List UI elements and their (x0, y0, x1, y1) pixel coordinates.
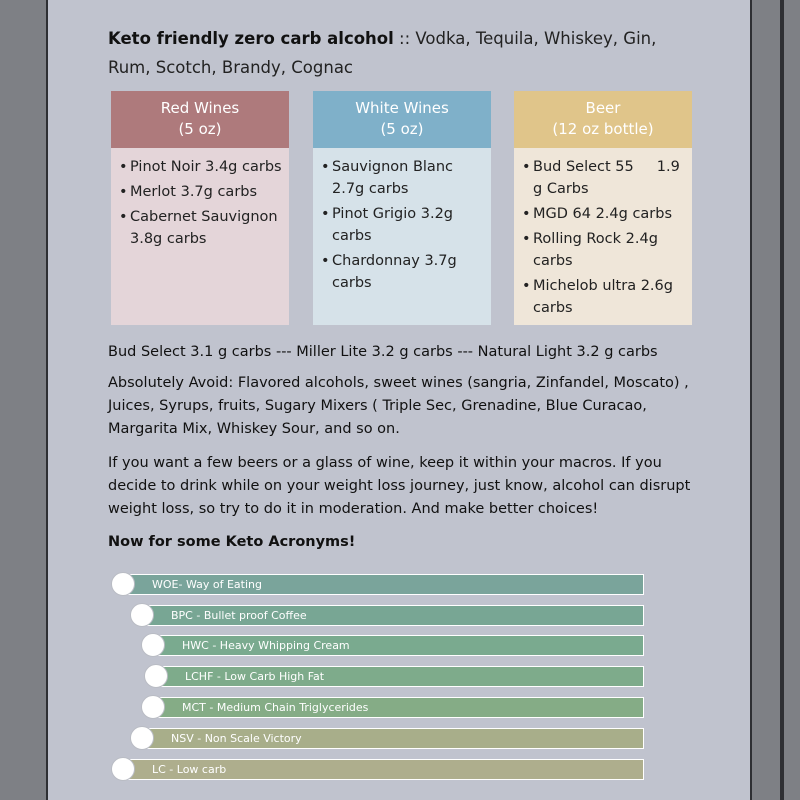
beer-body (514, 148, 692, 325)
acronym-bar-nsv (142, 728, 644, 749)
intro-bold: Keto friendly zero carb alcohol (108, 29, 394, 48)
list-item: • Pinot Grigio 3.2g carbs (321, 203, 485, 247)
list-item: • Sauvignon Blanc 2.7g carbs (321, 156, 485, 200)
beer-list (514, 148, 692, 319)
left-frame-border (0, 0, 48, 800)
bullet-circle-icon (141, 695, 165, 719)
beers-carb-line: Bud Select 3.1 g carbs --- Miller Lite 3.2 g carbs --- Natural Light 3.2 g carbs (108, 344, 658, 360)
avoid-paragraph: Absolutely Avoid: Flavored alcohols, sweet wines (sangria, Zinfandel, Moscato) , Juices, Syrups, fruits, Sugary Mixers ( Triple Sec, Grenadine, Blue Curacao, Margarita Mix, Whiskey Sour, and so on. (108, 375, 689, 437)
beer-header (514, 91, 692, 148)
list-item: • Chardonnay 3.7g carbs (321, 250, 485, 294)
right-frame-border (750, 0, 800, 800)
intro-rest: :: Vodka, Tequila, Whiskey, Gin, Rum, Scotch, Brandy, Cognac (108, 29, 657, 77)
white-wines-card (313, 91, 491, 325)
red-wines-header (111, 91, 289, 148)
bullet-circle-icon (130, 603, 154, 627)
acronym-label: MCT - Medium Chain Triglycerides (182, 701, 369, 714)
bullet-circle-icon (141, 633, 165, 657)
red-wines-title: Red Wines (160, 99, 240, 117)
acronym-bar-lchf (156, 666, 644, 687)
intro-text (108, 24, 688, 82)
list-item: • Pinot Noir 3.4g carbs (119, 156, 283, 178)
white-wines-list (313, 148, 491, 294)
white-wines-title: White Wines (355, 99, 449, 117)
acronym-label: LCHF - Low Carb High Fat (185, 670, 325, 683)
red-wines-card (111, 91, 289, 325)
beer-title: Beer (585, 99, 621, 117)
bullet-circle-icon (144, 664, 168, 688)
acronym-bar-hwc (153, 635, 644, 656)
list-item: • MGD 64 2.4g carbs (522, 203, 686, 225)
list-item: • Cabernet Sauvignon 3.8g carbs (119, 206, 283, 250)
acronym-label: BPC - Bullet proof Coffee (171, 609, 307, 622)
bullet-circle-icon (111, 572, 135, 596)
bullet-circle-icon (111, 757, 135, 781)
advice-paragraph: If you want a few beers or a glass of wine, keep it within your macros. If you decide to drink while on your weight loss journey, just know, alcohol can disrupt weight loss, so try to do it in moderation. And make better choices! (108, 455, 691, 517)
acronym-bar-woe (123, 574, 644, 595)
list-item: • Bud Select 55 1.9 g Carbs (522, 156, 686, 200)
list-item: • Rolling Rock 2.4g carbs (522, 228, 686, 272)
white-wines-header (313, 91, 491, 148)
acronym-bar-lc (123, 759, 644, 780)
acronyms-heading: Now for some Keto Acronyms! (108, 534, 356, 550)
red-wines-body (111, 148, 289, 325)
list-item: • Michelob ultra 2.6g carbs (522, 275, 686, 319)
white-wines-subtitle: (5 oz) (380, 120, 424, 138)
acronym-bar-bpc (142, 605, 644, 626)
red-wines-list (111, 148, 289, 250)
acronym-bar-mct (153, 697, 644, 718)
acronym-label: LC - Low carb (152, 763, 227, 776)
red-wines-subtitle: (5 oz) (178, 120, 222, 138)
list-item: • Merlot 3.7g carbs (119, 181, 283, 203)
white-wines-body (313, 148, 491, 325)
acronym-label: NSV - Non Scale Victory (171, 732, 302, 745)
acronym-label: HWC - Heavy Whipping Cream (182, 639, 350, 652)
bullet-circle-icon (130, 726, 154, 750)
acronym-label: WOE- Way of Eating (152, 578, 262, 591)
beer-card (514, 91, 692, 325)
beer-subtitle: (12 oz bottle) (552, 120, 654, 138)
